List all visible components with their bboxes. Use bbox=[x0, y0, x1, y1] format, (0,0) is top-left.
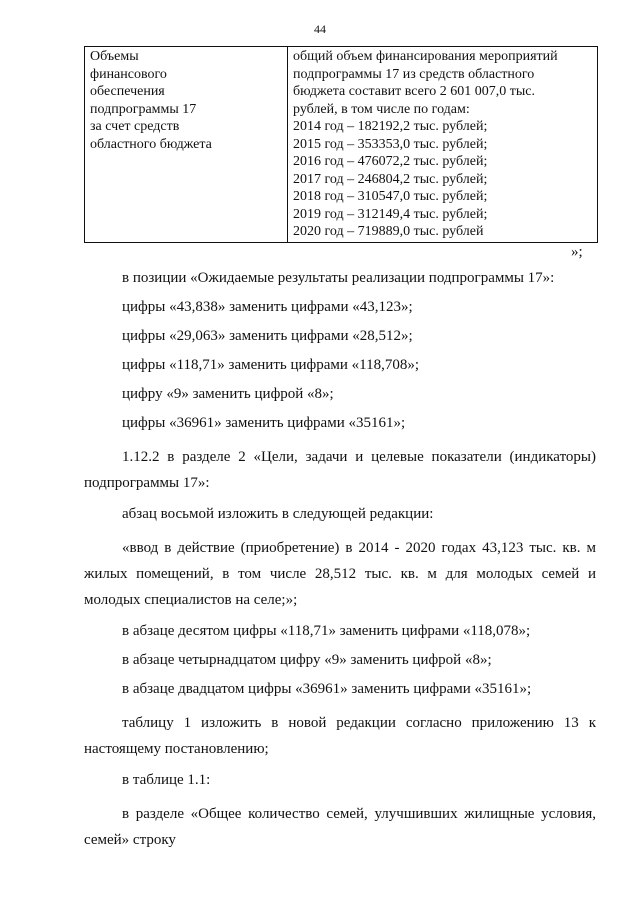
paragraph-line: в разделе «Общее количество семей, улучшивших жилищные условия, bbox=[122, 806, 596, 822]
paragraph bbox=[84, 444, 596, 496]
table-cell-value bbox=[288, 47, 598, 243]
cell-line: 2017 год – 246804,2 тыс. рублей; bbox=[293, 171, 488, 187]
paragraph: в позиции «Ожидаемые результаты реализации подпрограммы 17»: bbox=[122, 270, 555, 286]
cell-line: 2020 год – 719889,0 тыс. рублей bbox=[293, 224, 484, 239]
paragraph: в абзаце десятом цифры «118,71» заменить цифрами «118,078»; bbox=[122, 623, 531, 639]
paragraph-line: «ввод в действие (приобретение) в 2014 - 2020 годах 43,123 тыс. кв. м bbox=[122, 540, 596, 556]
cell-line: Объемы bbox=[90, 49, 139, 64]
paragraph: в таблице 1.1: bbox=[122, 772, 211, 788]
paragraph-line: молодых специалистов на селе;»; bbox=[84, 592, 298, 608]
paragraph: абзац восьмой изложить в следующей редакции: bbox=[122, 506, 434, 522]
paragraph bbox=[84, 710, 596, 762]
cell-line: подпрограммы 17 bbox=[90, 101, 197, 117]
cell-line: подпрограммы 17 из средств областного bbox=[293, 66, 535, 82]
paragraph-line: настоящему постановлению; bbox=[84, 741, 269, 757]
paragraph-line: 1.12.2 в разделе 2 «Цели, задачи и целевые показатели (индикаторы) bbox=[122, 449, 596, 465]
closing-quote: »; bbox=[571, 244, 583, 260]
paragraph: цифры «36961» заменить цифрами «35161»; bbox=[122, 415, 406, 431]
cell-line: 2015 год – 353353,0 тыс. рублей; bbox=[293, 136, 488, 152]
paragraph-line: семей» строку bbox=[84, 832, 176, 848]
financing-table bbox=[84, 46, 598, 243]
cell-line: финансового bbox=[90, 66, 167, 82]
paragraph-line: жилых помещений, в том числе 28,512 тыс. кв. м для молодых семей и bbox=[84, 566, 596, 582]
cell-line: бюджета составит всего 2 601 007,0 тыс. bbox=[293, 84, 535, 99]
paragraph-line: подпрограммы 17»: bbox=[84, 475, 210, 491]
cell-line: 2018 год – 310547,0 тыс. рублей; bbox=[293, 189, 488, 204]
paragraph: цифры «43,838» заменить цифрами «43,123»; bbox=[122, 299, 413, 315]
paragraph bbox=[84, 535, 596, 613]
cell-line: 2014 год – 182192,2 тыс. рублей; bbox=[293, 119, 488, 134]
document-body bbox=[84, 264, 596, 853]
cell-line: обеспечения bbox=[90, 84, 165, 99]
cell-line: рублей, в том числе по годам: bbox=[293, 101, 470, 117]
table-cell-label bbox=[85, 47, 288, 243]
cell-line: 2019 год – 312149,4 тыс. рублей; bbox=[293, 206, 488, 222]
paragraph bbox=[84, 801, 596, 853]
cell-line: областного бюджета bbox=[90, 136, 212, 152]
paragraph-line: таблицу 1 изложить в новой редакции согласно приложению 13 к bbox=[122, 715, 596, 731]
paragraph: цифры «29,063» заменить цифрами «28,512»; bbox=[122, 328, 413, 344]
table-row bbox=[85, 47, 598, 243]
paragraph: цифру «9» заменить цифрой «8»; bbox=[122, 386, 334, 402]
cell-line: общий объем финансирования мероприятий bbox=[293, 49, 558, 64]
paragraph: в абзаце двадцатом цифры «36961» заменить цифрами «35161»; bbox=[122, 681, 532, 697]
cell-line: 2016 год – 476072,2 тыс. рублей; bbox=[293, 154, 488, 169]
paragraph: в абзаце четырнадцатом цифру «9» заменить цифрой «8»; bbox=[122, 652, 492, 668]
page-number: 44 bbox=[314, 22, 326, 36]
paragraph: цифры «118,71» заменить цифрами «118,708»; bbox=[122, 357, 420, 373]
cell-line: за счет средств bbox=[90, 119, 180, 134]
